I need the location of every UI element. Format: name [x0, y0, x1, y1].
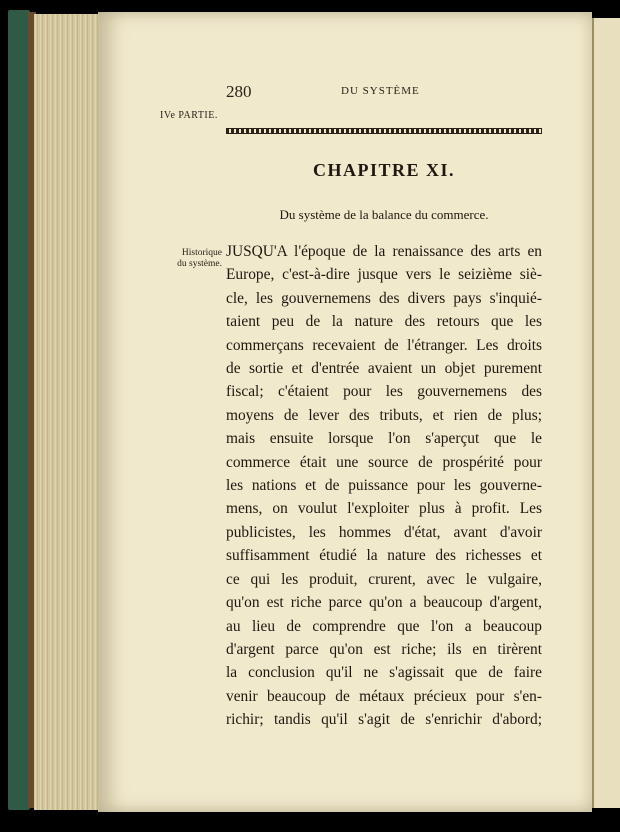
body-line: mais ensuite lorsque l'on s'aperçut que le	[226, 430, 542, 448]
body-line: JUSQU'A l'époque de la renaissance des arts en	[226, 243, 542, 260]
page-edges	[34, 14, 100, 810]
body-line: taient peu de la nature des retours que les	[226, 313, 542, 331]
book-binding	[8, 10, 30, 810]
body-line: richir; tandis qu'il s'agit de s'enrichir d'abord;	[226, 711, 542, 729]
running-title: DU SYSTÈME	[341, 85, 420, 97]
body-line: d'argent parce qu'on est riche; ils en tirèrent	[226, 640, 542, 658]
page-number: 280	[226, 82, 252, 101]
margin-note-line: du système.	[177, 259, 222, 269]
body-line: au lieu de comprendre que l'on a beaucoup	[226, 617, 542, 635]
margin-note-line: Historique	[181, 248, 222, 258]
body-line: venir beaucoup de métaux précieux pour s'en-	[226, 687, 542, 705]
body-line: qu'on est riche parce qu'on a beaucoup d'argent,	[226, 594, 542, 612]
body-line: moyens de lever des tributs, et rien de plus;	[226, 406, 542, 424]
margin-note	[160, 248, 222, 270]
next-page-edge	[592, 18, 620, 808]
chapter-subtitle: Du système de la balance du commerce.	[279, 207, 489, 222]
body-line: de sortie et d'entrée avaient un objet purement	[226, 360, 542, 378]
body-line: fiscal; c'étaient pour les gouvernemens des	[226, 383, 542, 401]
body-line: commerçans recevaient de l'étranger. Les droits	[226, 336, 542, 354]
part-label: IVe PARTIE.	[160, 110, 218, 121]
running-head	[226, 82, 546, 102]
chapter-title: CHAPITRE XI.	[312, 160, 455, 180]
body-line: les nations et de puissance pour les gouverne-	[226, 477, 542, 495]
body-line: cle, les gouvernemens des divers pays s'inquié-	[226, 289, 542, 307]
body-line: commerce était une source de prospérité pour	[226, 453, 542, 471]
body-text	[226, 240, 542, 732]
body-line: mens, on voulut l'exploiter plus à profit. Les	[226, 500, 542, 518]
body-line: publicistes, les hommes d'état, avant d'avoir	[226, 523, 542, 541]
ornamental-rule	[226, 128, 542, 134]
body-line: la conclusion qu'il ne s'agissait que de faire	[226, 664, 542, 682]
body-line: ce qui les produit, crurent, avec le vulgaire,	[226, 570, 542, 588]
body-line: suffisamment étudié la nature des richesses et	[226, 547, 542, 565]
body-line: Europe, c'est-à-dire jusque vers le seizième siè-	[226, 266, 542, 284]
